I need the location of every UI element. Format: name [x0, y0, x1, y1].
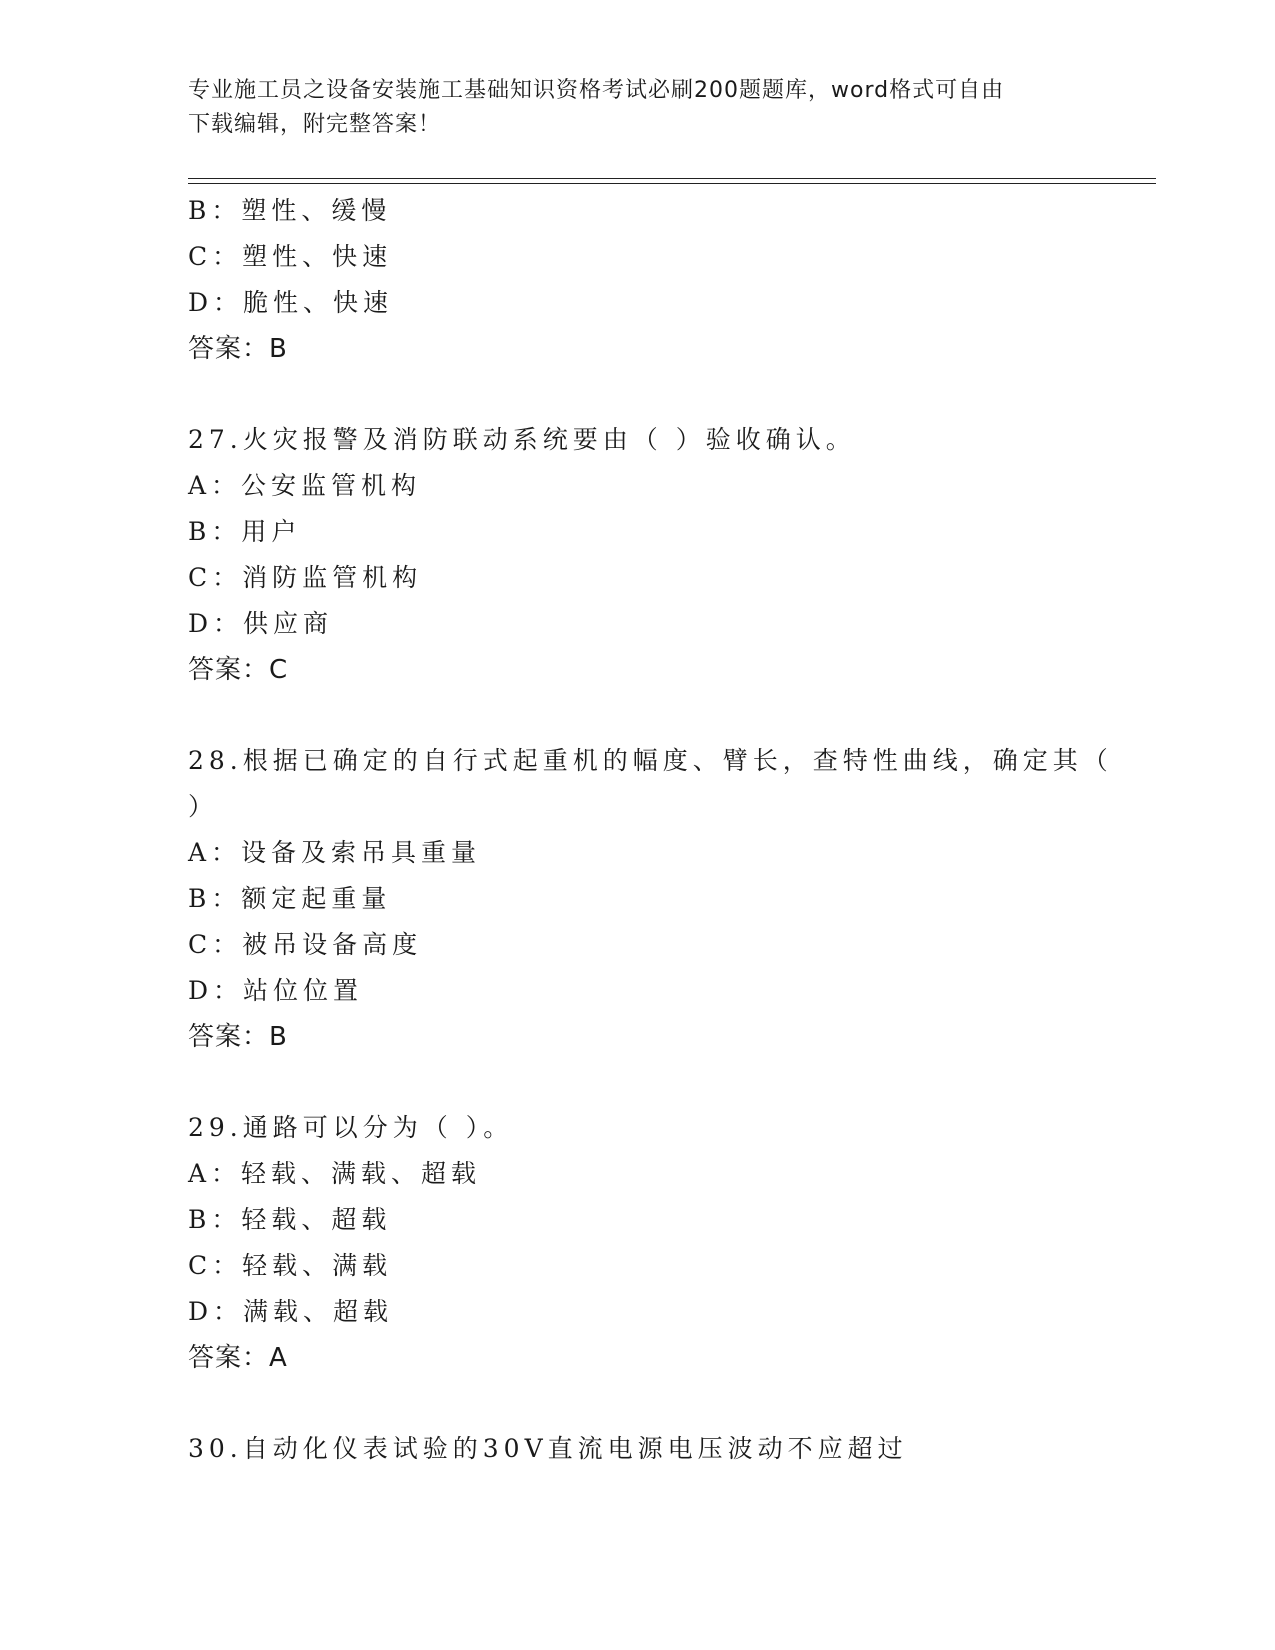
- answer: 答案：C: [188, 655, 289, 685]
- document-header: [188, 74, 1088, 142]
- question-28: [188, 738, 1113, 1060]
- question-list: [188, 188, 1113, 1472]
- option-a: A：公安监管机构: [188, 471, 422, 500]
- question-stem-continued: ）: [188, 792, 219, 821]
- option-c: C：消防监管机构: [188, 563, 423, 592]
- option-b: B：额定起重量: [188, 884, 392, 913]
- option-b: B：轻载、超载: [188, 1205, 392, 1234]
- answer: 答案：B: [188, 334, 288, 364]
- question-26: [188, 188, 1088, 372]
- option-d: D：脆性、快速: [188, 288, 394, 317]
- answer: 答案：A: [188, 1343, 288, 1373]
- option-c: C：塑性、快速: [188, 242, 393, 271]
- option-c: C：轻载、满载: [188, 1251, 393, 1280]
- question-29: [188, 1105, 1088, 1381]
- option-a: A：设备及索吊具重量: [188, 838, 482, 867]
- header-rule-top: [188, 178, 1156, 179]
- question-stem: 29.通路可以分为（ ）。: [188, 1113, 514, 1142]
- option-b: B：塑性、缓慢: [188, 196, 392, 225]
- header-line-2: 下载编辑，附完整答案！: [188, 112, 442, 137]
- question-30: [188, 1426, 1088, 1472]
- question-stem: 28.根据已确定的自行式起重机的幅度、臂长，查特性曲线，确定其（: [188, 746, 1113, 775]
- option-d: D：满载、超载: [188, 1297, 394, 1326]
- question-stem: 30.自动化仪表试验的30V直流电源电压波动不应超过: [188, 1434, 908, 1463]
- question-stem: 27.火灾报警及消防联动系统要由（ ）验收确认。: [188, 425, 856, 454]
- header-rule-bottom: [188, 183, 1156, 184]
- header-line-1: 专业施工员之设备安装施工基础知识资格考试必刷200题题库，word格式可自由: [188, 78, 1005, 103]
- option-d: D：供应商: [188, 609, 334, 638]
- option-c: C：被吊设备高度: [188, 930, 423, 959]
- answer: 答案：B: [188, 1022, 288, 1052]
- option-b: B：用户: [188, 517, 302, 546]
- option-a: A：轻载、满载、超载: [188, 1159, 482, 1188]
- option-d: D：站位位置: [188, 976, 364, 1005]
- question-27: [188, 417, 1088, 693]
